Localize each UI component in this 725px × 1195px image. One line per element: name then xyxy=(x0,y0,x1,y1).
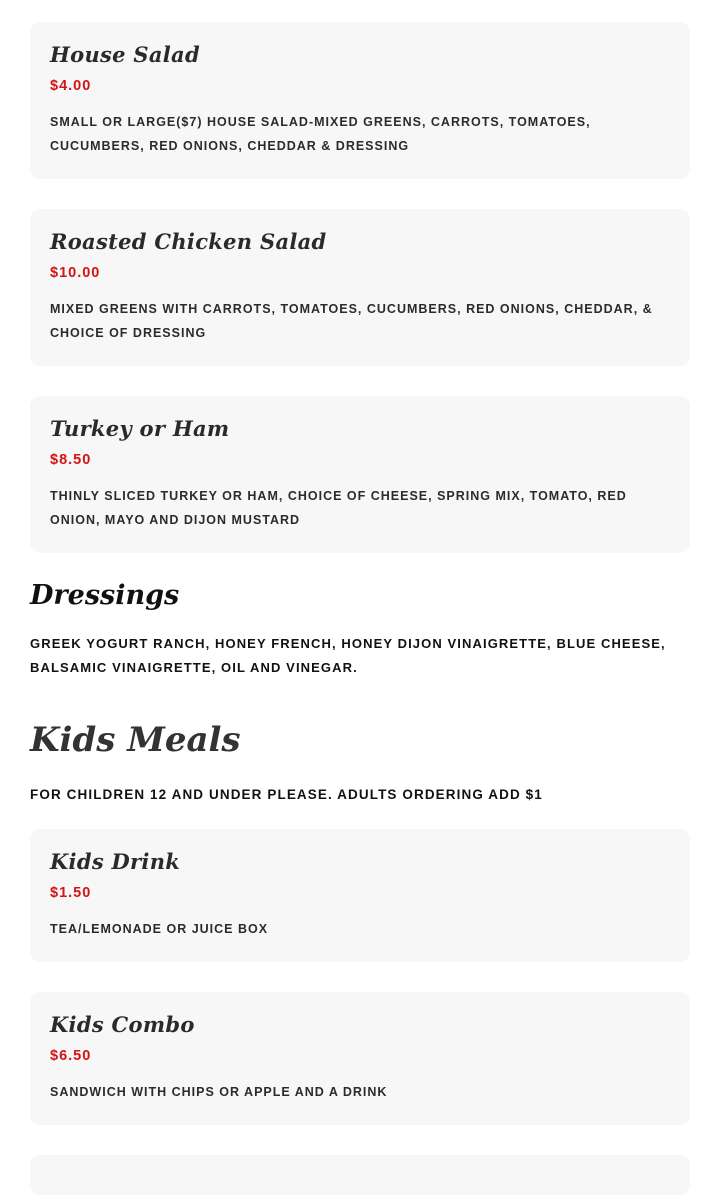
menu-item-description: SMALL OR LARGE($7) HOUSE SALAD-MIXED GREENS, CARROTS, TOMATOES, CUCUMBERS, RED ONIONS, CHEDDAR & DRESSING xyxy=(50,115,591,153)
menu-item-description: THINLY SLICED TURKEY OR HAM, CHOICE OF CHEESE, SPRING MIX, TOMATO, RED ONION, MAYO AND DIJON MUSTARD xyxy=(50,489,627,527)
dressings-heading: Dressings xyxy=(30,580,180,611)
menu-item-price: $4.00 xyxy=(50,78,92,94)
dressings-list: GREEK YOGURT RANCH, HONEY FRENCH, HONEY DIJON VINAIGRETTE, BLUE CHEESE, BALSAMIC VINAIGRETTE, OIL AND VINEGAR. xyxy=(30,636,666,675)
kids-meals-heading: Kids Meals xyxy=(30,720,241,760)
menu-item-name: Kids Combo xyxy=(50,1012,195,1037)
menu-item-price: $1.50 xyxy=(50,885,92,901)
menu-item-price: $10.00 xyxy=(50,265,101,281)
menu-item-description: TEA/LEMONADE OR JUICE BOX xyxy=(50,922,269,936)
menu-item-description: SANDWICH WITH CHIPS OR APPLE AND A DRINK xyxy=(50,1085,388,1099)
menu-item-description: MIXED GREENS WITH CARROTS, TOMATOES, CUCUMBERS, RED ONIONS, CHEDDAR, & CHOICE OF DRESSING xyxy=(50,302,653,340)
menu-item-card xyxy=(30,829,690,962)
menu-item-card xyxy=(30,1155,690,1195)
menu-item-card xyxy=(30,22,690,179)
menu-item-name: Kids Drink xyxy=(50,849,181,874)
menu-item-name: Turkey or Ham xyxy=(50,416,230,441)
menu-item-card xyxy=(30,396,690,553)
kids-meals-note: FOR CHILDREN 12 AND UNDER PLEASE. ADULTS ORDERING ADD $1 xyxy=(30,787,543,802)
menu-item-price: $8.50 xyxy=(50,452,92,468)
menu-item-card xyxy=(30,209,690,366)
menu-item-name: Roasted Chicken Salad xyxy=(50,229,327,254)
menu-item-name: House Salad xyxy=(50,42,200,67)
menu-item-price: $6.50 xyxy=(50,1048,92,1064)
menu-item-card xyxy=(30,992,690,1125)
